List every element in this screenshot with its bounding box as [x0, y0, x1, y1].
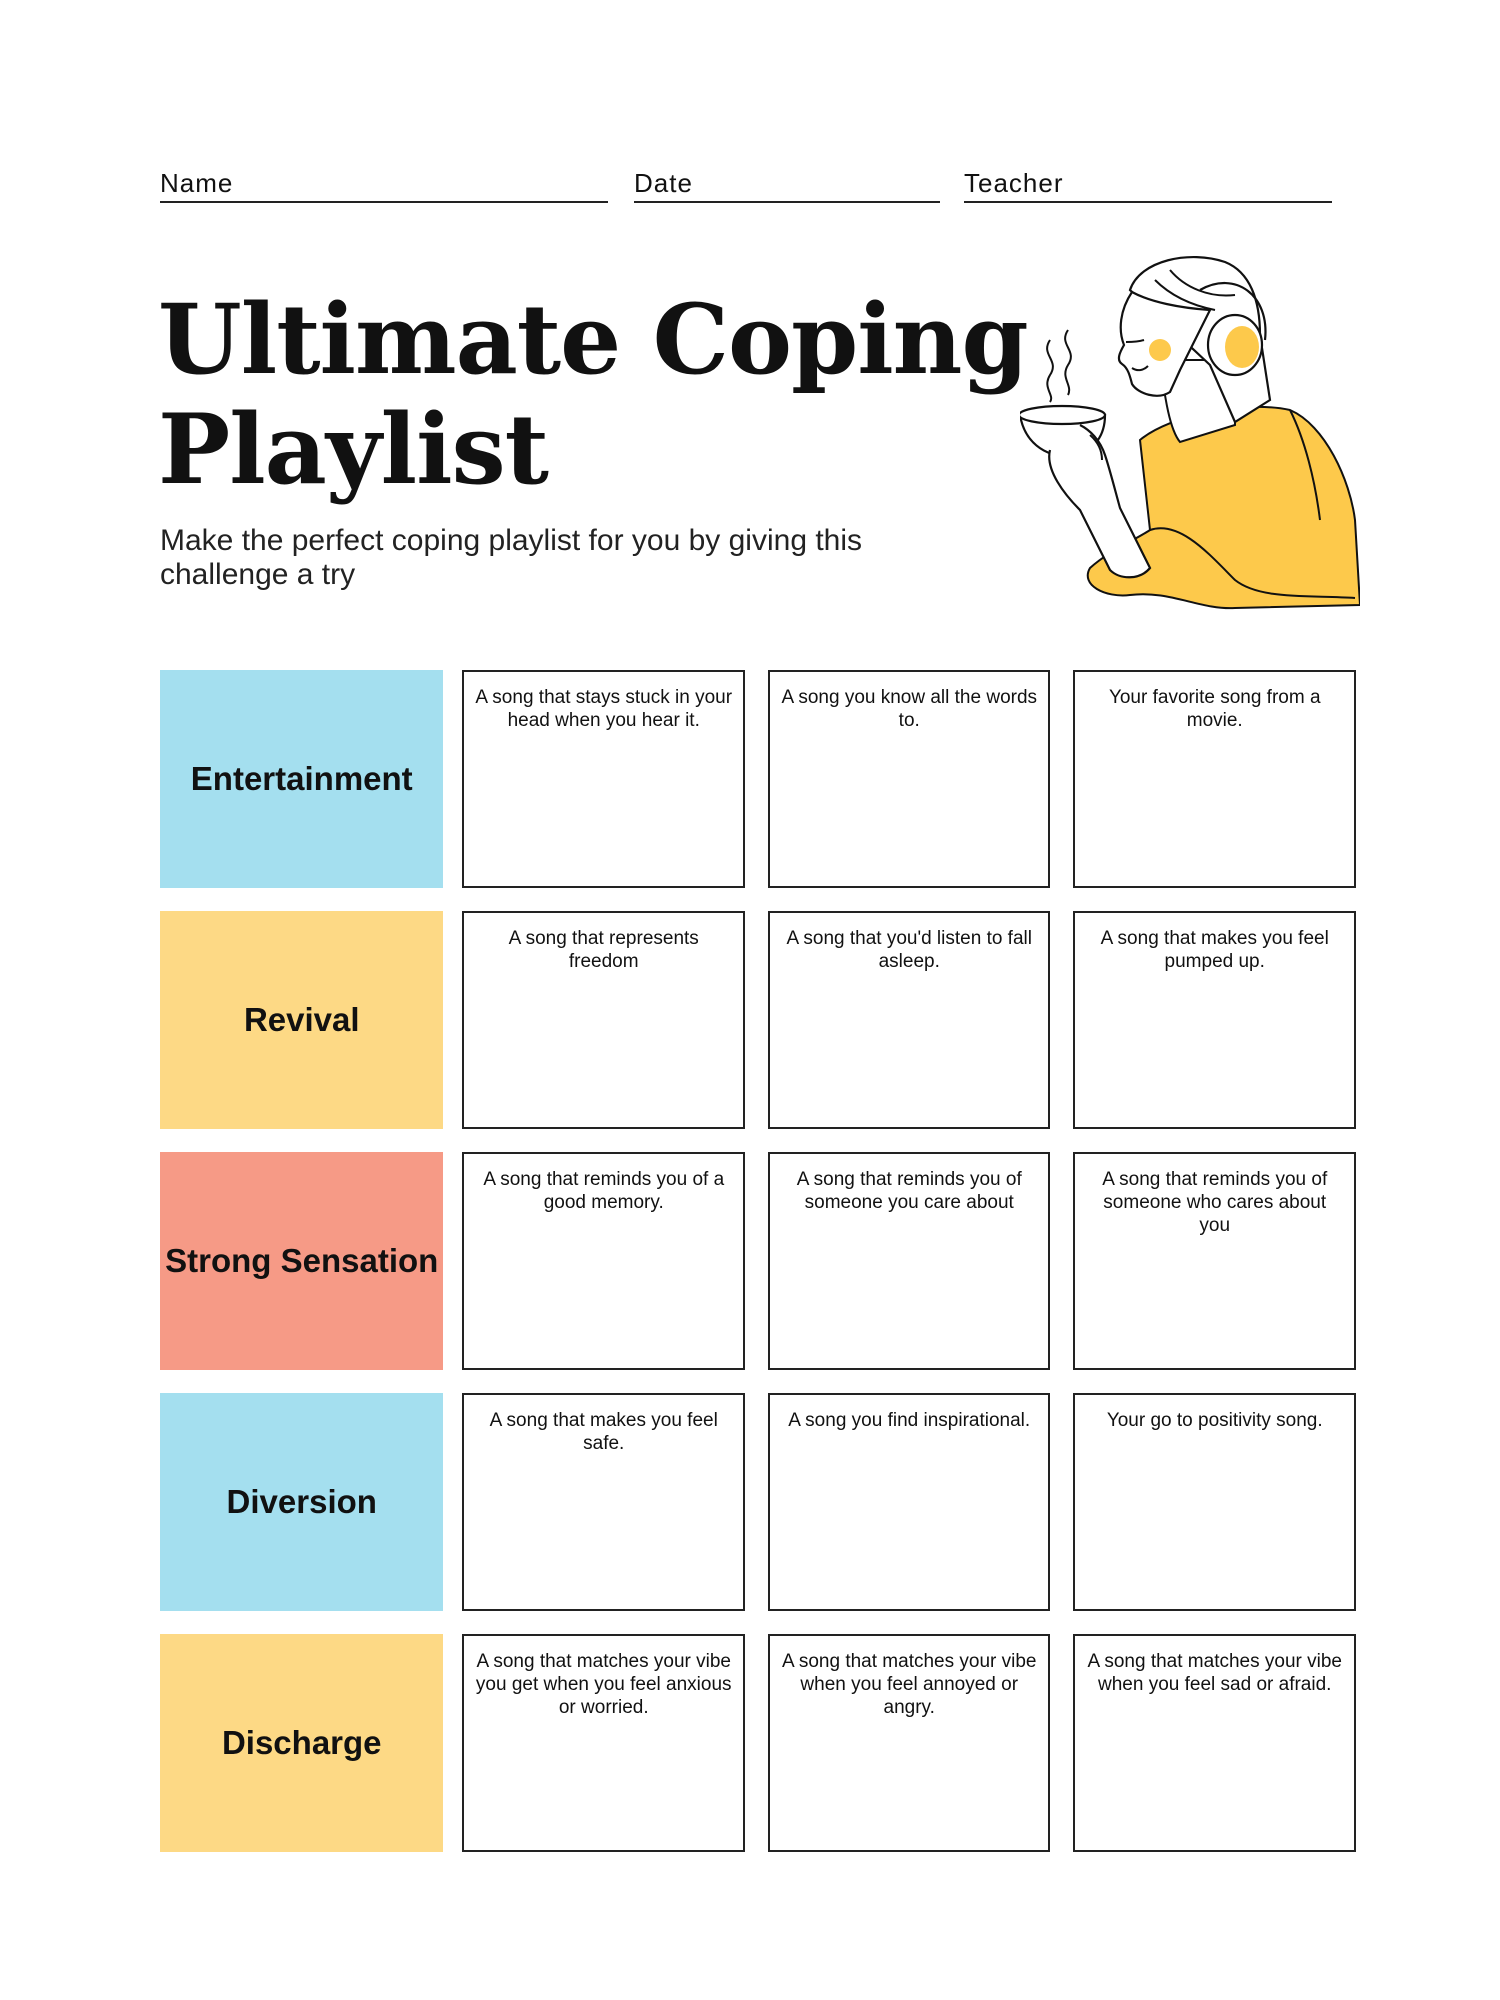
song-entry-box[interactable]	[1073, 1152, 1356, 1370]
person-with-headphones-icon	[1020, 250, 1360, 620]
teacher-label: Teacher	[964, 168, 1064, 198]
page-title	[158, 285, 1028, 505]
song-prompt: A song that you'd listen to fall asleep.	[786, 928, 1032, 972]
song-entry-box[interactable]	[462, 1152, 745, 1370]
song-prompt: A song that matches your vibe when you feel annoyed or angry.	[781, 1651, 1037, 1718]
date-field[interactable]	[634, 165, 940, 203]
song-prompt: Your favorite song from a movie.	[1108, 687, 1321, 731]
date-label: Date	[634, 168, 693, 198]
teacher-field[interactable]	[964, 165, 1332, 203]
song-prompt: A song that reminds you of someone who cares about you	[1102, 1169, 1328, 1236]
song-prompt: Your go to positivity song.	[1106, 1410, 1323, 1431]
song-entry-box[interactable]	[768, 1152, 1051, 1370]
playlist-row	[160, 911, 1356, 1129]
song-entry-box[interactable]	[1073, 911, 1356, 1129]
song-prompt: A song that matches your vibe you get when you feel anxious or worried.	[475, 1651, 732, 1718]
name-label: Name	[160, 168, 234, 198]
song-entry-box[interactable]	[1073, 1634, 1356, 1852]
song-prompt: A song that matches your vibe when you feel sad or afraid.	[1087, 1651, 1342, 1695]
song-entry-box[interactable]	[462, 670, 745, 888]
playlist-row	[160, 1152, 1356, 1370]
song-prompt: A song you find inspirational.	[788, 1410, 1031, 1431]
song-entry-box[interactable]	[768, 1393, 1051, 1611]
song-entry-box[interactable]	[768, 670, 1051, 888]
category-label: Entertainment	[160, 670, 443, 888]
song-entry-box[interactable]	[768, 1634, 1051, 1852]
song-prompt: A song that stays stuck in your head when you hear it.	[475, 687, 733, 731]
song-entry-box[interactable]	[462, 1393, 745, 1611]
category-label: Diversion	[160, 1393, 443, 1611]
song-entry-box[interactable]	[1073, 670, 1356, 888]
song-entry-box[interactable]	[1073, 1393, 1356, 1611]
song-prompt: A song that reminds you of a good memory.	[483, 1169, 725, 1213]
song-prompt: A song you know all the words to.	[781, 687, 1038, 731]
song-prompt: A song that reminds you of someone you care about	[796, 1169, 1022, 1213]
playlist-row	[160, 1393, 1356, 1611]
name-field[interactable]	[160, 165, 608, 203]
category-label: Revival	[160, 911, 443, 1129]
page-title-line-1: Ultimate Coping	[158, 283, 1028, 396]
song-prompt: A song that makes you feel safe.	[489, 1410, 718, 1454]
song-entry-box[interactable]	[768, 911, 1051, 1129]
playlist-row	[160, 1634, 1356, 1852]
page-subtitle: Make the perfect coping playlist for you by giving this challenge a try	[160, 524, 863, 591]
playlist-row	[160, 670, 1356, 888]
song-entry-box[interactable]	[462, 911, 745, 1129]
playlist-grid	[160, 670, 1356, 1875]
category-label: Strong Sensation	[160, 1152, 443, 1370]
song-entry-box[interactable]	[462, 1634, 745, 1852]
song-prompt: A song that makes you feel pumped up.	[1100, 928, 1329, 972]
page-title-line-2: Playlist	[158, 393, 548, 506]
category-label: Discharge	[160, 1634, 443, 1852]
song-prompt: A song that represents freedom	[508, 928, 699, 972]
